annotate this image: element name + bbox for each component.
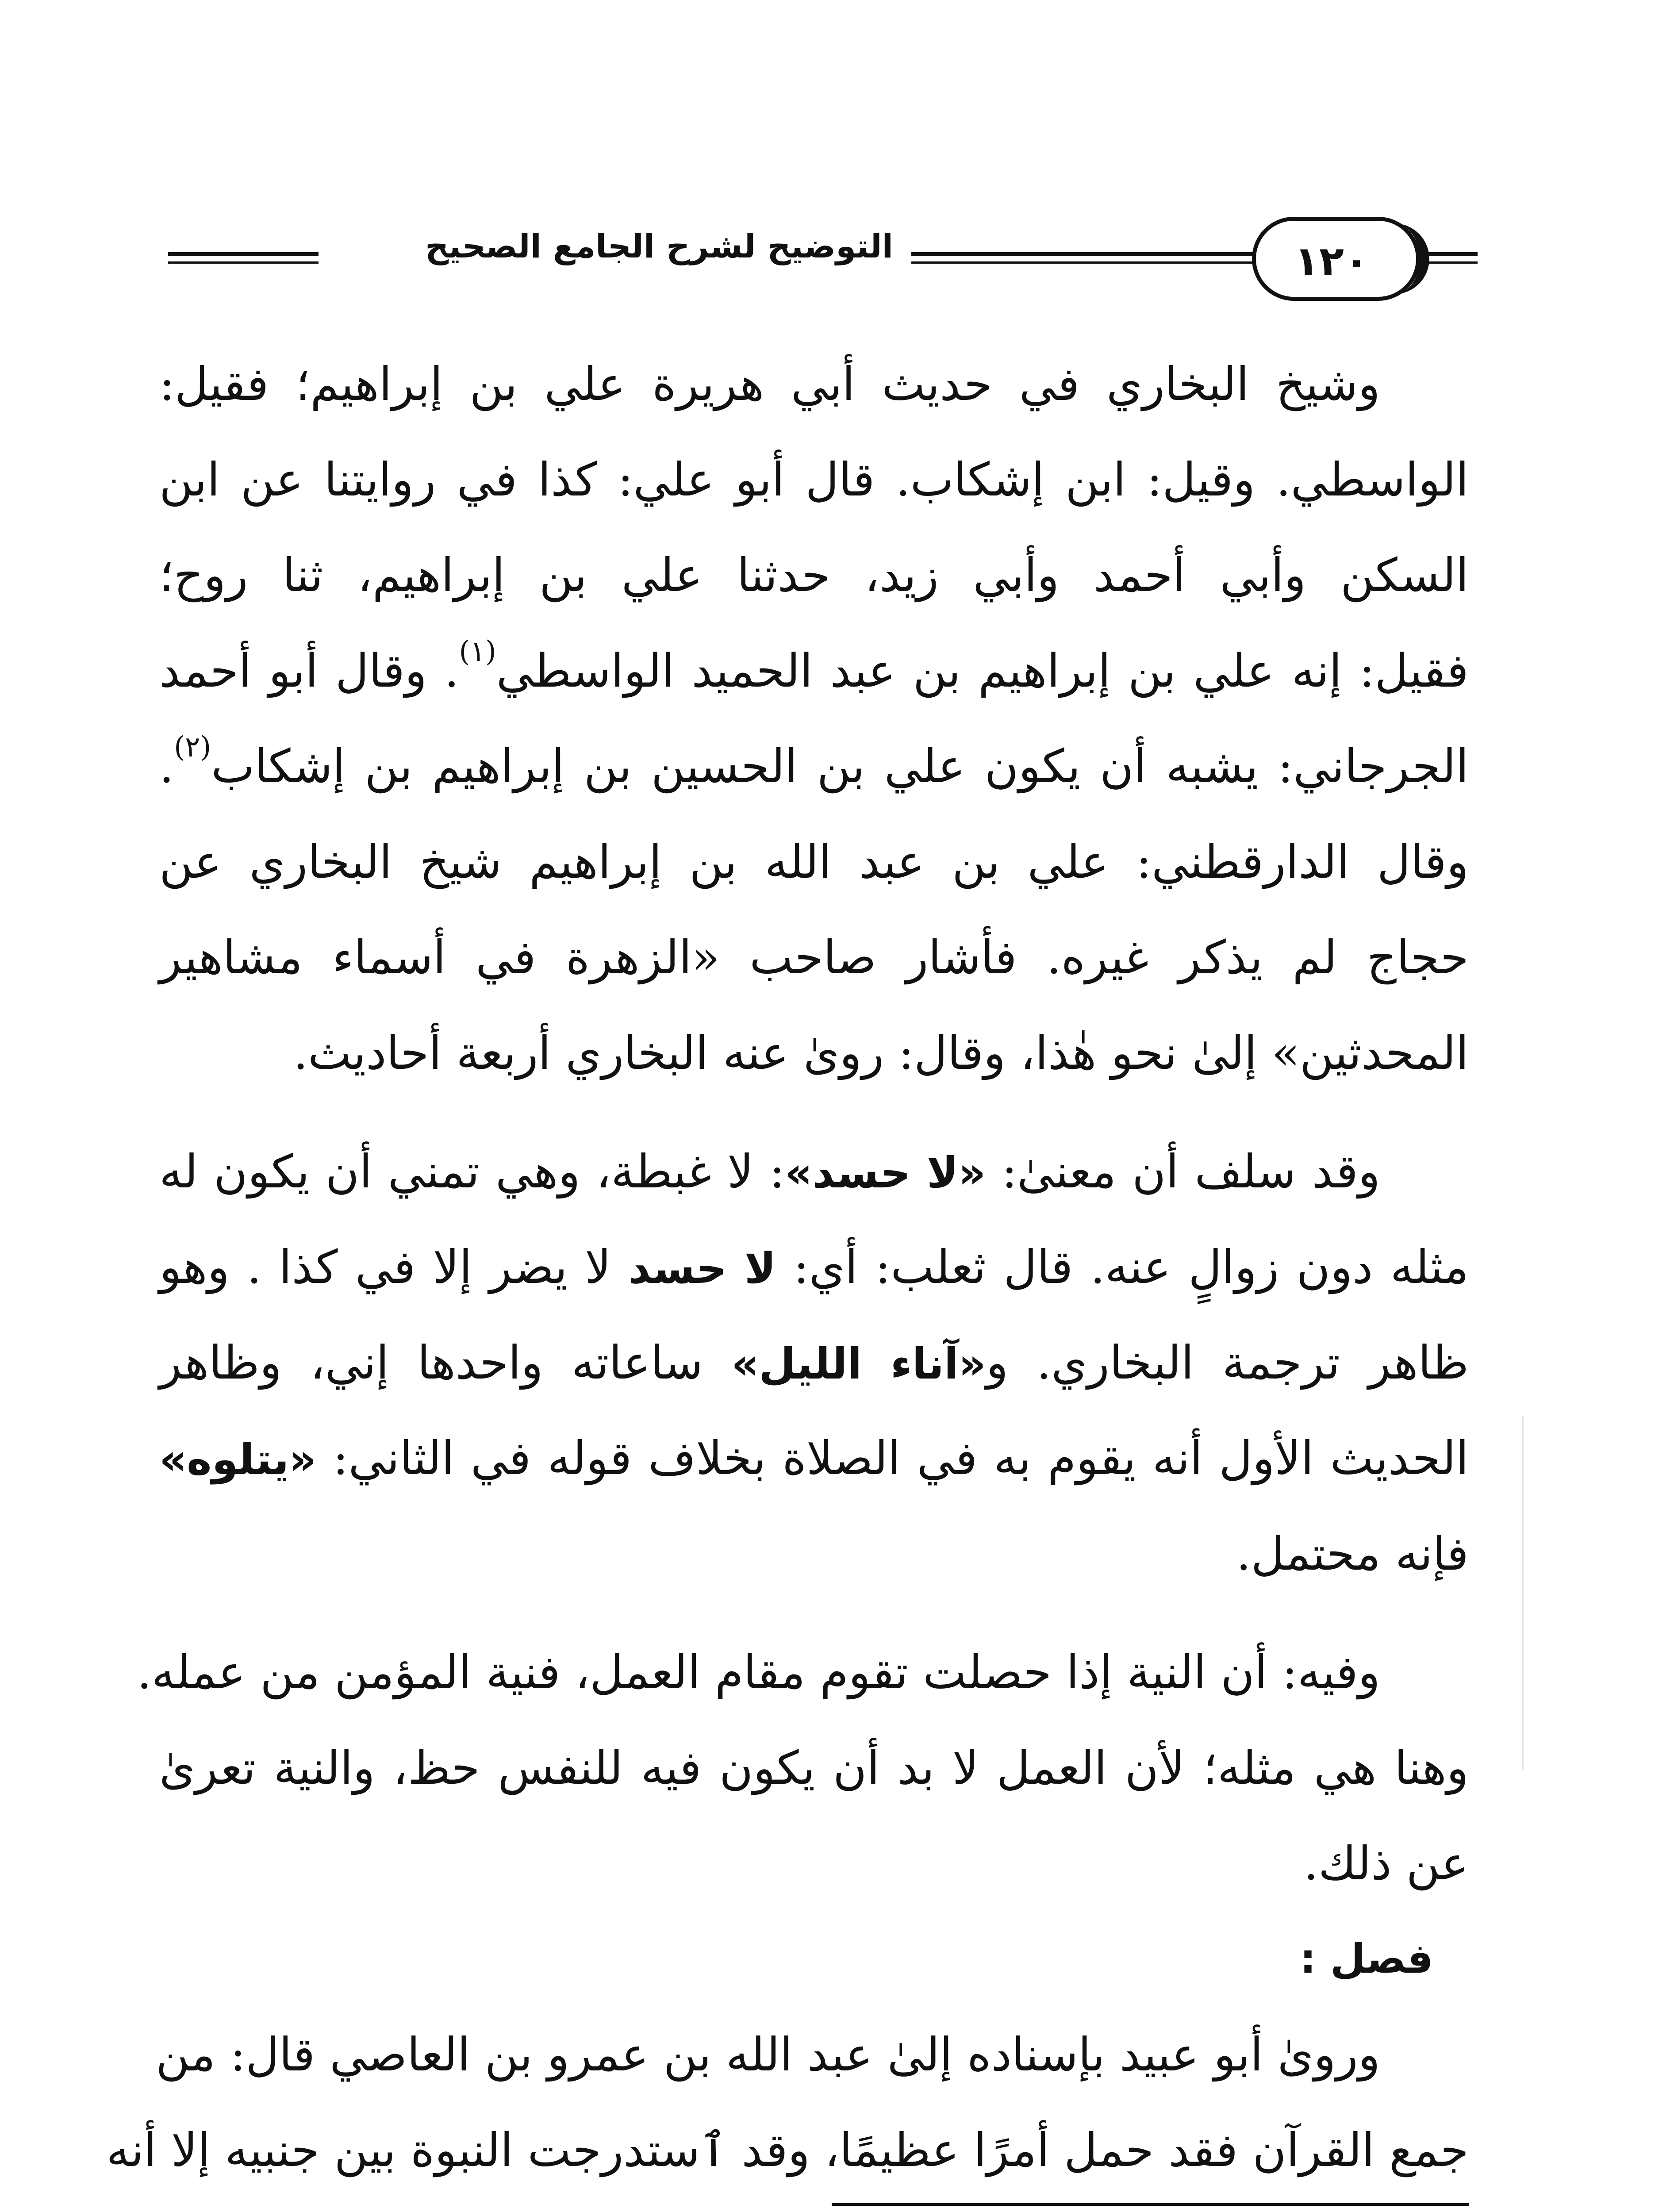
quoted-hadith-term: «يتلوه» [159, 1435, 317, 1484]
header-rule-left [168, 252, 319, 256]
text-line: فإنه محتمل. [1236, 1527, 1469, 1581]
text-segment: . [159, 739, 174, 793]
paragraph-gap [159, 1601, 1469, 1624]
header-title: التوضيح لشرح الجامع الصحيح [425, 227, 894, 265]
text-segment: الحديث الأول أنه يقوم به في الصلاة بخلاف قوله في الثاني: [316, 1431, 1469, 1485]
text-segment: : لا غبطة، وهي تمني أن يكون له [159, 1144, 785, 1198]
quoted-hadith-term: لا حسد [628, 1244, 776, 1293]
text-line: الواسطي. وقيل: ابن إشكاب. قال أبو علي: كذا في روايتنا عن ابن [159, 453, 1469, 507]
main-text [106, 336, 1469, 2212]
section-heading: فصل : [1300, 1935, 1433, 1982]
text-segment: لا يضر إلا في كذا . وهو [159, 1240, 629, 1294]
paragraph-1 [159, 336, 1469, 1101]
scan-margin-mark [1522, 1416, 1524, 1770]
text-segment: فقيل: إنه علي بن إبراهيم بن عبد الحميد الواسطي [496, 644, 1469, 698]
text-line: وفيه: أن النية إذا حصلت تقوم مقام العمل، فنية المؤمن من عمله. [137, 1645, 1380, 1699]
text-segment: . وقال أبو أحمد [159, 644, 459, 698]
text-line: السكن وأبي أحمد وأبي زيد، حدثنا علي بن إبراهيم، ثنا روح؛ [159, 548, 1469, 602]
text-segment: مثله دون زوالٍ عنه. قال ثعلب: أي: [776, 1240, 1469, 1294]
text-line [159, 623, 1469, 718]
text-segment: ساعاته واحدها إني، وظاهر [159, 1336, 732, 1390]
text-line: وقال الدارقطني: علي بن عبد الله بن إبراهيم شيخ البخاري عن [159, 835, 1469, 889]
text-line: عن ذلك. [1304, 1836, 1469, 1890]
paragraph-4 [106, 2007, 1469, 2212]
quoted-hadith-term: «لا حسد» [785, 1148, 986, 1198]
text-segment: ظاهر ترجمة البخاري. و [986, 1336, 1469, 1390]
text-line: وشيخ البخاري في حديث أبي هريرة علي بن إبراهيم؛ فقيل: [159, 357, 1380, 411]
text-line: وهنا هي مثله؛ لأن العمل لا بد أن يكون فيه للنفس حظ، والنية تعرىٰ [159, 1741, 1469, 1795]
text-line: حجاج لم يذكر غيره. فأشار صاحب «الزهرة في أسماء مشاهير [159, 930, 1469, 984]
header-rule-middle [911, 252, 1261, 256]
text-line: المحدثين» إلىٰ نحو هٰذا، وقال: رویٰ عنه البخاري أربعة أحاديث. [293, 1026, 1469, 1080]
paragraph-2 [159, 1124, 1469, 1601]
text-line [159, 1410, 1469, 1506]
text-segment: الجرجاني: يشبه أن يكون علي بن الحسين بن إبراهيم بن إشكاب [211, 739, 1469, 793]
paragraph-gap [159, 1101, 1469, 1124]
footnote-reference: (٢) [174, 731, 211, 764]
text-line [159, 1124, 1469, 1219]
footnote-reference: (١) [459, 635, 496, 668]
text-line [159, 718, 1469, 814]
text-line: ورویٰ أبو عبيد بإسناده إلىٰ عبد الله بن عمرو بن العاصي قال: من [156, 2028, 1380, 2081]
paragraph-3 [137, 1624, 1469, 1911]
quoted-hadith-term: «آناء الليل» [731, 1339, 986, 1389]
text-line [159, 1219, 1469, 1315]
text-segment: وقد سلف أن معنىٰ: [986, 1144, 1381, 1198]
text-line: جمع القرآن فقد حمل أمرًا عظيمًا، وقد ٱستدرجت النبوة بين جنبيه إلا أنه [106, 2123, 1469, 2177]
running-header [150, 208, 1478, 314]
page-number: ١٢٠ [1294, 238, 1369, 285]
text-line [159, 1315, 1469, 1410]
footnote-separator [832, 2203, 1469, 2206]
page-number-badge [1252, 217, 1420, 301]
header-rule-right [1424, 252, 1478, 256]
